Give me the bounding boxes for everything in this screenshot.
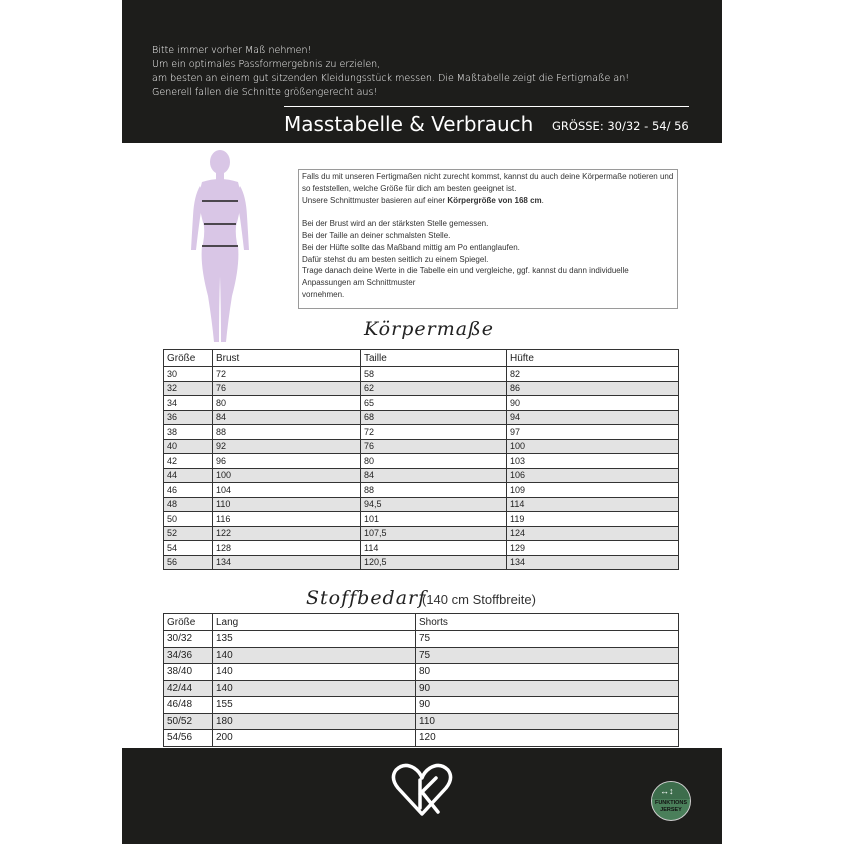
table-cell: 38/40: [164, 664, 213, 681]
table-cell: 62: [361, 381, 507, 396]
note-line: am besten an einem gut sitzenden Kleidungsstück messen. Die Maßtabelle zeigt die Fertigmaße an!: [152, 73, 630, 84]
table-row: [164, 713, 679, 730]
table-row: [164, 512, 679, 527]
info-text: Falls du mit unseren Fertigmaßen nicht zurecht kommst, kannst du auch deine Körpermaße notieren und so feststellen, welche Größe für dich am besten geeignet ist.: [302, 172, 674, 193]
table-cell: 30: [164, 367, 213, 382]
fabric-width-note: (140 cm Stoffbreite): [422, 592, 536, 607]
table-row: [164, 680, 679, 697]
table-cell: 114: [361, 541, 507, 556]
table-cell: 54/56: [164, 730, 213, 747]
body-height-bold: Körpergröße von 168 cm: [447, 195, 542, 205]
functions-jersey-badge: [651, 781, 691, 821]
info-text: vornehmen.: [302, 289, 345, 299]
table-cell: 42/44: [164, 680, 213, 697]
table-cell: 46: [164, 483, 213, 498]
table-cell: 134: [213, 555, 361, 570]
note-line: Um ein optimales Passformergebnis zu erzielen,: [152, 59, 381, 70]
table-cell: 110: [416, 713, 679, 730]
table-cell: 97: [507, 425, 679, 440]
note-line: Generell fallen die Schnitte größengerecht aus!: [152, 87, 378, 98]
table-row: [164, 697, 679, 714]
column-header: Taille: [361, 350, 507, 367]
table-cell: 36: [164, 410, 213, 425]
size-chart-sheet: [122, 0, 722, 844]
stretch-arrows-icon: ↔↕: [660, 786, 674, 796]
table-cell: 42: [164, 454, 213, 469]
table-header-row: [164, 350, 679, 367]
table-cell: 82: [507, 367, 679, 382]
table-cell: 84: [213, 410, 361, 425]
table-cell: 76: [361, 439, 507, 454]
table-cell: 116: [213, 512, 361, 527]
table-row: [164, 367, 679, 382]
table-cell: 119: [507, 512, 679, 527]
column-header: Lang: [213, 614, 416, 631]
table-cell: 100: [507, 439, 679, 454]
fabric-requirement-heading: Stoffbedarf: [306, 587, 427, 609]
table-cell: 128: [213, 541, 361, 556]
badge-label: FUNKTIONS JERSEY: [654, 800, 688, 813]
table-row: [164, 381, 679, 396]
column-header: Brust: [213, 350, 361, 367]
body-measurements-heading: Körpermaße: [364, 318, 494, 340]
fabric-requirement-table: [163, 613, 679, 747]
column-header: Shorts: [416, 614, 679, 631]
table-cell: 72: [213, 367, 361, 382]
heart-k-logo: [390, 762, 454, 818]
table-row: [164, 497, 679, 512]
table-cell: 90: [507, 396, 679, 411]
table-cell: 68: [361, 410, 507, 425]
table-row: [164, 631, 679, 648]
table-row: [164, 454, 679, 469]
table-cell: 32: [164, 381, 213, 396]
table-cell: 86: [507, 381, 679, 396]
table-cell: 88: [361, 483, 507, 498]
table-row: [164, 730, 679, 747]
table-cell: 124: [507, 526, 679, 541]
table-cell: 94,5: [361, 497, 507, 512]
table-cell: 114: [507, 497, 679, 512]
table-cell: 34/36: [164, 647, 213, 664]
table-row: [164, 396, 679, 411]
table-cell: 103: [507, 454, 679, 469]
table-cell: 56: [164, 555, 213, 570]
table-row: [164, 439, 679, 454]
column-header: Hüfte: [507, 350, 679, 367]
table-cell: 76: [213, 381, 361, 396]
table-cell: 155: [213, 697, 416, 714]
table-cell: 100: [213, 468, 361, 483]
column-header: Größe: [164, 614, 213, 631]
table-cell: 65: [361, 396, 507, 411]
table-row: [164, 541, 679, 556]
note-line: Bitte immer vorher Maß nehmen!: [152, 45, 312, 56]
info-text: Bei der Hüfte sollte das Maßband mittig am Po entlanglaufen.: [302, 242, 520, 252]
table-cell: 72: [361, 425, 507, 440]
table-cell: 96: [213, 454, 361, 469]
table-cell: 120: [416, 730, 679, 747]
table-cell: 50/52: [164, 713, 213, 730]
table-row: [164, 483, 679, 498]
table-cell: 50: [164, 512, 213, 527]
info-text: Bei der Taille an deiner schmalsten Stelle.: [302, 230, 451, 240]
table-cell: 104: [213, 483, 361, 498]
table-cell: 48: [164, 497, 213, 512]
table-cell: 92: [213, 439, 361, 454]
table-cell: 80: [416, 664, 679, 681]
header-band: [122, 0, 722, 143]
table-cell: 40: [164, 439, 213, 454]
table-header-row: [164, 614, 679, 631]
table-cell: 101: [361, 512, 507, 527]
table-cell: 46/48: [164, 697, 213, 714]
table-cell: 75: [416, 647, 679, 664]
table-cell: 200: [213, 730, 416, 747]
table-cell: 90: [416, 680, 679, 697]
table-cell: 38: [164, 425, 213, 440]
body-measurements-table: [163, 349, 679, 570]
table-cell: 129: [507, 541, 679, 556]
table-row: [164, 410, 679, 425]
table-cell: 30/32: [164, 631, 213, 648]
table-cell: 52: [164, 526, 213, 541]
page-title: Masstabelle & Verbrauch: [284, 112, 534, 136]
table-cell: 80: [213, 396, 361, 411]
table-row: [164, 555, 679, 570]
info-text: Dafür stehst du am besten seitlich zu einem Spiegel.: [302, 254, 489, 264]
size-range: GRÖSSE: 30/32 - 54/ 56: [552, 119, 689, 133]
table-cell: 90: [416, 697, 679, 714]
table-cell: 110: [213, 497, 361, 512]
table-row: [164, 647, 679, 664]
body-silhouette-figure: [188, 146, 252, 346]
table-cell: 84: [361, 468, 507, 483]
table-cell: 80: [361, 454, 507, 469]
table-cell: 44: [164, 468, 213, 483]
table-row: [164, 664, 679, 681]
table-cell: 34: [164, 396, 213, 411]
table-cell: 140: [213, 647, 416, 664]
table-cell: 58: [361, 367, 507, 382]
table-cell: 54: [164, 541, 213, 556]
table-cell: 140: [213, 664, 416, 681]
info-text: Bei der Brust wird an der stärksten Stelle gemessen.: [302, 219, 489, 229]
table-cell: 94: [507, 410, 679, 425]
table-cell: 109: [507, 483, 679, 498]
measuring-instructions-box: [298, 169, 678, 309]
table-cell: 140: [213, 680, 416, 697]
table-cell: 107,5: [361, 526, 507, 541]
table-cell: 120,5: [361, 555, 507, 570]
table-cell: 75: [416, 631, 679, 648]
table-cell: 88: [213, 425, 361, 440]
table-cell: 180: [213, 713, 416, 730]
table-row: [164, 468, 679, 483]
measuring-notes: [152, 44, 629, 100]
table-cell: 122: [213, 526, 361, 541]
table-row: [164, 425, 679, 440]
table-row: [164, 526, 679, 541]
info-text: Unsere Schnittmuster basieren auf einer Körpergröße von 168 cm.: [302, 195, 544, 205]
header-divider: [284, 106, 689, 107]
table-cell: 134: [507, 555, 679, 570]
table-cell: 135: [213, 631, 416, 648]
info-text: Trage danach deine Werte in die Tabelle ein und vergleiche, ggf. kannst du dann individuelle Anpassungen am Schnittmuster: [302, 266, 629, 288]
column-header: Größe: [164, 350, 213, 367]
table-cell: 106: [507, 468, 679, 483]
